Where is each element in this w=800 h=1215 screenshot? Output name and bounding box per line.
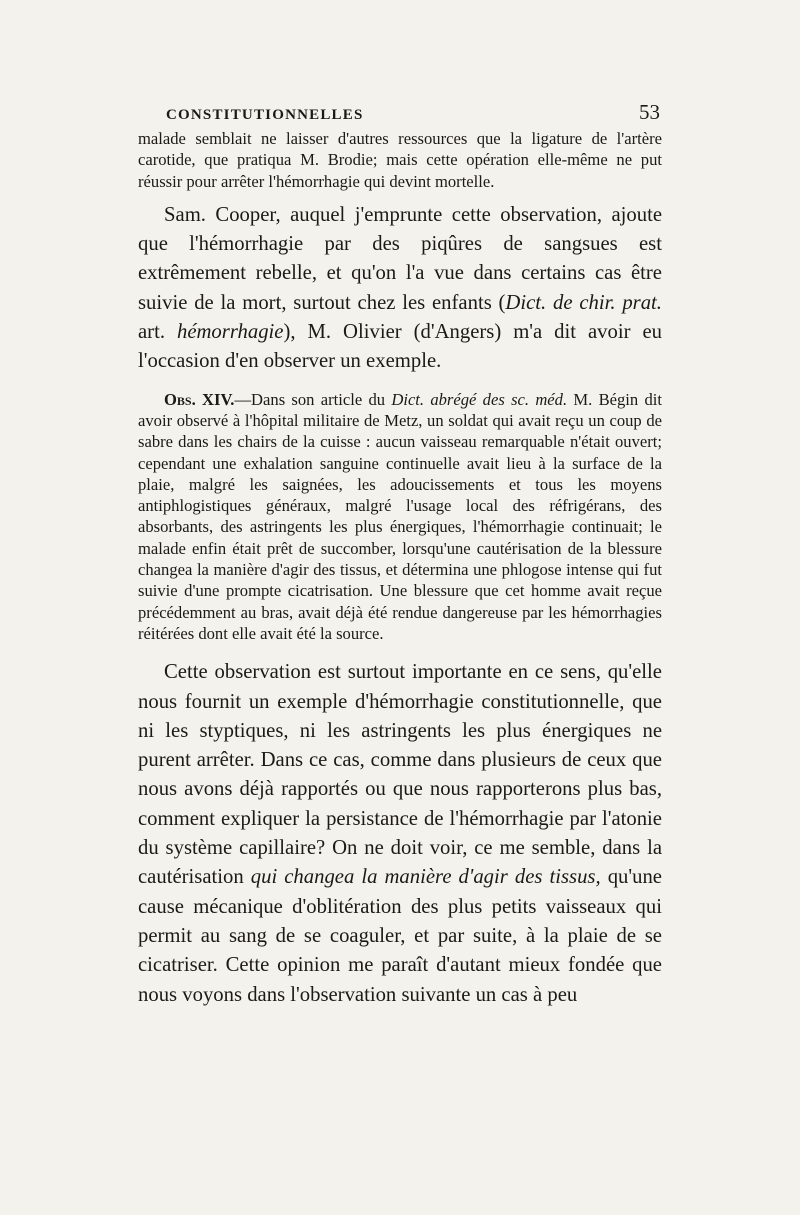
page-number: 53 — [639, 100, 660, 124]
citation-italic: Dict. de chir. prat. — [505, 291, 662, 314]
quote-italic: qui changea la manière d'agir des tissus, — [250, 866, 601, 889]
paragraph-text: malade semblait ne laisser d'autres ressources que la ligature de l'artère carotide, que pratiqua M. Brodie; mais cette opération elle-même ne put réussir pour arrêter l'hémorrhagie qui devint mortelle. — [138, 129, 662, 191]
running-title: CONSTITUTIONNELLES — [166, 107, 364, 123]
paragraph-commentary — [138, 658, 662, 1010]
text-run: M. Bégin dit avoir observé à l'hôpital militaire de Metz, un soldat qui avait reçu un coup de sabre dans les chairs de la cuisse : aucun vaisseau remarquable n'était ouvert; cependant une exhalation sanguine continuelle avait lieu à la surface de la plaie, malgré les saignées, les adoucissements et tous les moyens antiphlogistiques généraux, malgré l'usage local des réfrigérans, des absorbants, des astringents les plus énergiques, l'hémorrhagie continuait; le malade enfin était prêt de succomber, lorsqu'une cautérisation de la blessure changea la manière d'agir des tissus, et détermina une phlogose intense qui fut suivie d'une prompte cicatrisation. Une blessure que cet homme avait reçue précédemment au bras, avait déjà été rendue dangereuse par les hémorrhagies réitérées dont elle avait été la source. — [138, 389, 662, 643]
text-run: —Dans son article du — [234, 389, 392, 409]
paragraph-continuation — [138, 128, 662, 192]
observation-label: Obs. XIV. — [164, 389, 235, 409]
term-italic: hémorrhagie — [176, 321, 284, 344]
paragraph-cooper — [138, 201, 662, 377]
text-run: Sam. Cooper, auquel j'emprunte cette observation, ajoute que l'hémorrhagie par des piqûres de sangsues est extrêmement rebelle, et qu'on l'a vue dans certains cas être suivie de la mort, surtout chez les enfants ( — [138, 203, 662, 314]
text-run: Cette observation est surtout importante en ce sens, qu'elle nous fournit un exemple d'hémorrhagie constitutionnelle, que ni les styptiques, ni les astringents les plus énergiques ne purent arrêter. Dans ce cas, comme dans plusieurs de ceux que nous avons déjà rapportés ou que nous rapporterons plus bas, comment expliquer la persistance de l'hémorrhagie par l'atonie du système capillaire? On ne doit voir, ce me semble, dans la cautérisation — [138, 661, 662, 889]
text-run: art. — [138, 321, 177, 344]
observation-xiv — [138, 389, 662, 645]
text-run: qu'une cause mécanique d'oblitération des plus petits vaisseaux qui permit au sang de se coaguler, et par suite, à la plaie de se cicatriser. Cette opinion me paraît d'autant mieux fondée que nous voyons dans l'observation suivante un cas à peu — [138, 866, 662, 1006]
text-run: ), M. Olivier (d'Angers) m'a dit avoir eu l'occasion d'en observer un exemple. — [138, 321, 662, 373]
citation-italic: Dict. abrégé des sc. méd. — [391, 389, 568, 409]
running-head — [166, 100, 660, 128]
